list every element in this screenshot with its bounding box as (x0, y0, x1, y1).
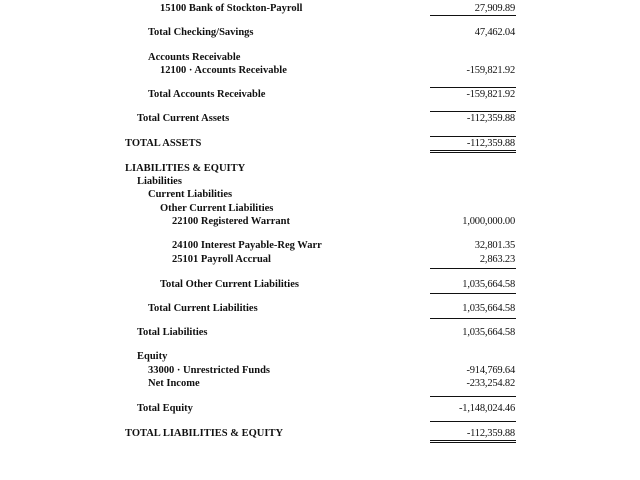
subtotal-rule (430, 318, 516, 319)
row-label: Net Income (148, 378, 200, 389)
row-label: Accounts Receivable (148, 52, 241, 63)
row-label: Total Checking/Savings (148, 27, 254, 38)
report-row (0, 51, 640, 65)
row-amount: -233,254.82 (466, 378, 515, 389)
report-row (0, 162, 640, 176)
row-label: 15100 Bank of Stockton-Payroll (160, 3, 303, 14)
row-amount: -159,821.92 (466, 89, 515, 100)
report-row (0, 175, 640, 189)
row-amount: -1,148,024.46 (458, 403, 515, 414)
row-amount: -112,359.88 (466, 138, 515, 149)
row-label: 12100 · Accounts Receivable (160, 65, 287, 76)
report-row (0, 302, 640, 316)
row-amount: 1,000,000.00 (462, 216, 515, 227)
report-row (0, 253, 640, 267)
row-label: TOTAL ASSETS (125, 138, 202, 149)
row-amount: -159,821.92 (466, 65, 515, 76)
row-label: LIABILITIES & EQUITY (125, 163, 246, 174)
row-label: Total Liabilities (137, 327, 208, 338)
row-amount: 32,801.35 (474, 240, 515, 251)
report-row (0, 402, 640, 416)
row-label: Total Current Liabilities (148, 303, 258, 314)
row-label: Total Current Assets (137, 113, 230, 124)
row-label: Total Equity (137, 403, 193, 414)
row-label: Total Other Current Liabilities (160, 279, 299, 290)
row-amount: 27,909.89 (474, 3, 515, 14)
row-label: Total Accounts Receivable (148, 89, 266, 100)
report-row (0, 350, 640, 364)
report-row (0, 239, 640, 253)
row-amount: 1,035,664.58 (462, 303, 515, 314)
row-amount: -914,769.64 (466, 365, 515, 376)
subtotal-rule (430, 421, 516, 422)
row-amount: 2,863.23 (479, 254, 515, 265)
row-amount: 47,462.04 (474, 27, 515, 38)
row-label: Current Liabilities (148, 189, 233, 200)
report-row (0, 377, 640, 391)
report-row (0, 427, 640, 441)
row-label: 33000 · Unrestricted Funds (148, 365, 271, 376)
row-label: 24100 Interest Payable-Reg Warr (172, 240, 322, 251)
row-label: 22100 Registered Warrant (172, 216, 291, 227)
row-label: Equity (137, 351, 168, 362)
report-row (0, 88, 640, 102)
row-amount: -112,359.88 (466, 113, 515, 124)
report-row (0, 364, 640, 378)
report-row (0, 278, 640, 292)
row-label: 25101 Payroll Accrual (172, 254, 271, 265)
subtotal-rule (430, 396, 516, 397)
row-label: TOTAL LIABILITIES & EQUITY (125, 428, 284, 439)
subtotal-rule (430, 268, 516, 269)
row-amount: -112,359.88 (466, 428, 515, 439)
report-row (0, 137, 640, 151)
report-row (0, 326, 640, 340)
subtotal-rule (430, 293, 516, 294)
row-label: Liabilities (137, 176, 182, 187)
report-row (0, 112, 640, 126)
report-row (0, 202, 640, 216)
report-row (0, 2, 640, 16)
row-label: Other Current Liabilities (160, 203, 274, 214)
report-row (0, 26, 640, 40)
row-amount: 1,035,664.58 (462, 327, 515, 338)
report-row (0, 188, 640, 202)
report-row (0, 215, 640, 229)
report-row (0, 64, 640, 78)
row-amount: 1,035,664.58 (462, 279, 515, 290)
